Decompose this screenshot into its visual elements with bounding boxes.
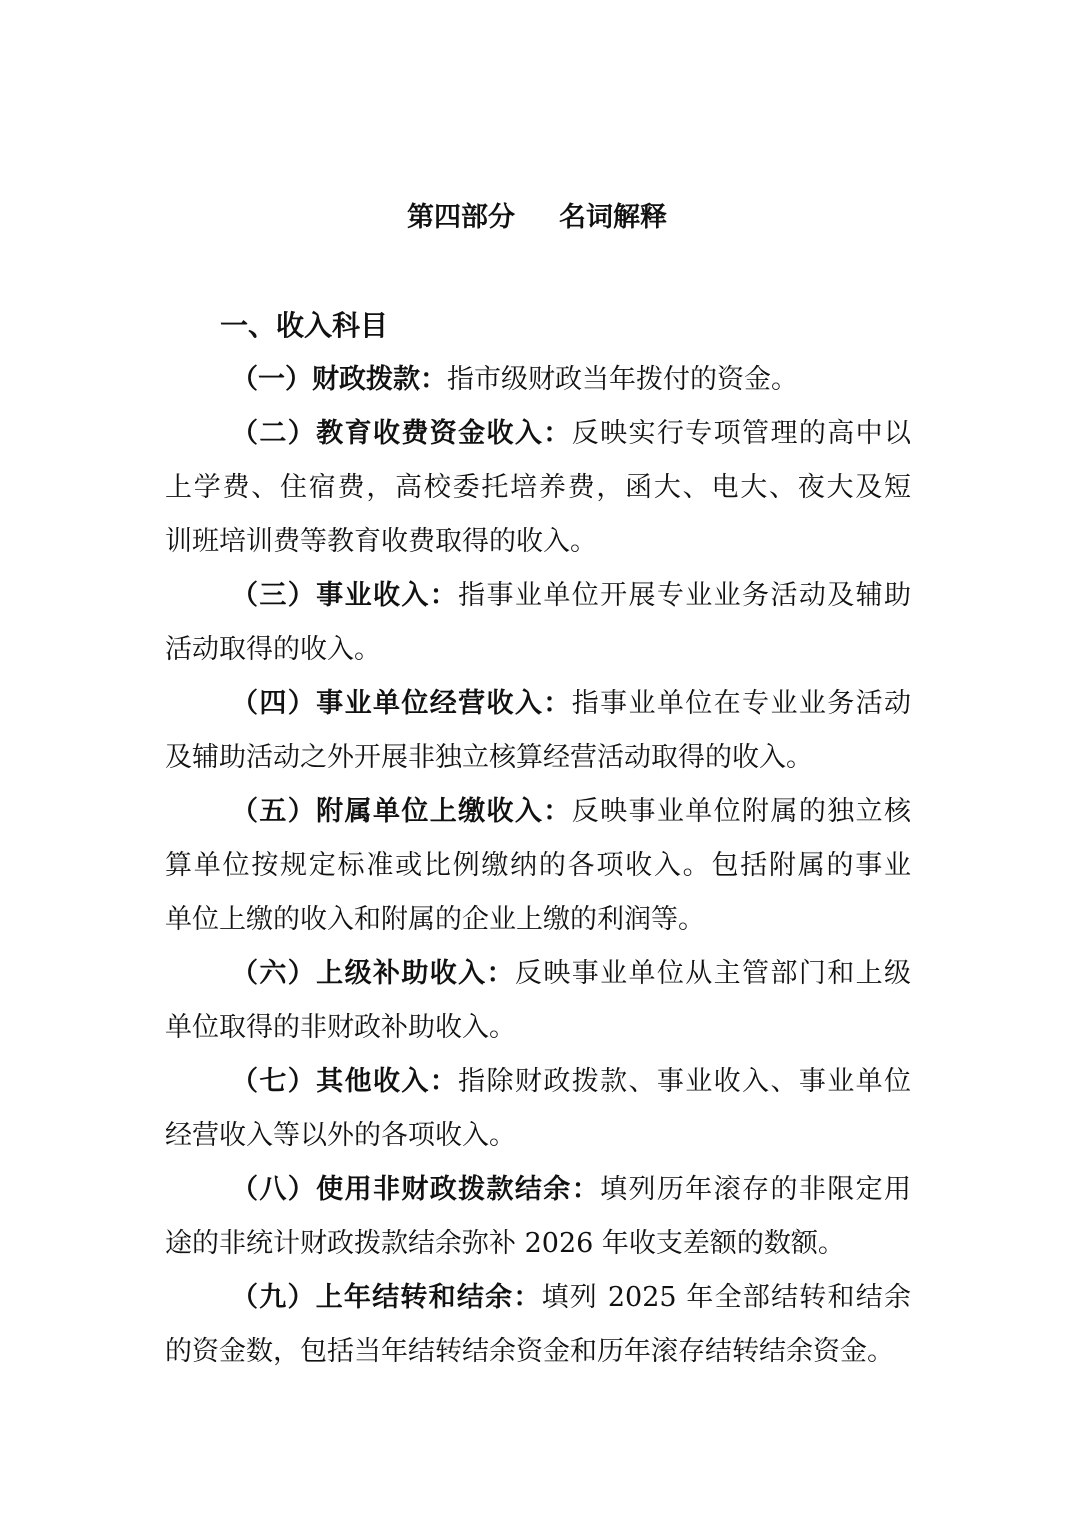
definition-text: 经营收入等以外的各项收入。 <box>165 1120 516 1151</box>
definition-term: （二）教育收费资金收入： <box>231 418 572 449</box>
definition-line <box>165 1217 911 1271</box>
definition-line <box>165 623 911 677</box>
definition-line <box>165 947 911 1001</box>
definition-item <box>165 1055 911 1163</box>
definition-text: 反映事业单位附属的独立核 <box>571 796 912 827</box>
section-heading: 一、收入科目 <box>220 309 389 342</box>
definition-line <box>165 1109 911 1163</box>
definition-item <box>165 1163 911 1271</box>
definition-item <box>165 353 911 407</box>
definition-item <box>165 785 911 947</box>
definition-line <box>165 1001 911 1055</box>
definition-line <box>165 1271 911 1325</box>
definition-line <box>165 407 911 461</box>
definition-text: 的资金数，包括当年结转结余资金和历年滚存结转结余资金。 <box>165 1336 894 1367</box>
definition-text: 指市级财政当年拨付的资金。 <box>447 364 798 395</box>
definition-line <box>165 1163 911 1217</box>
definition-line <box>165 353 911 407</box>
definition-line <box>165 893 911 947</box>
definition-term: （四）事业单位经营收入： <box>231 688 572 719</box>
definition-line <box>165 785 911 839</box>
definition-text: 指事业单位开展专业业务活动及辅助 <box>458 580 912 611</box>
definition-term: （五）附属单位上缴收入： <box>231 796 572 827</box>
definition-text: 途的非统计财政拨款结余弥补 2026 年收支差额的数额。 <box>165 1228 845 1259</box>
definition-text: 及辅助活动之外开展非独立核算经营活动取得的收入。 <box>165 742 813 773</box>
definition-text: 活动取得的收入。 <box>165 634 381 665</box>
definition-item <box>165 407 911 569</box>
definition-text: 指事业单位在专业业务活动 <box>571 688 912 719</box>
page-title <box>0 196 1074 240</box>
definition-text: 单位上缴的收入和附属的企业上缴的利润等。 <box>165 904 705 935</box>
definition-line <box>165 1055 911 1109</box>
definition-item <box>165 1271 911 1379</box>
definition-line <box>165 461 911 515</box>
definition-line <box>165 1325 931 1379</box>
definition-line <box>165 515 911 569</box>
definition-text: 指除财政拨款、事业收入、事业单位 <box>458 1066 912 1097</box>
definition-term: （三）事业收入： <box>231 580 459 611</box>
definitions-list <box>165 353 911 1379</box>
definition-term: （七）其他收入： <box>231 1066 459 1097</box>
definition-line <box>165 731 911 785</box>
definition-line <box>165 839 911 893</box>
definition-term: （六）上级补助收入： <box>231 958 515 989</box>
definition-text: 训班培训费等教育收费取得的收入。 <box>165 526 597 557</box>
definition-text: 上学费、住宿费，高校委托培养费，函大、电大、夜大及短 <box>165 472 911 503</box>
definition-text: 填列 2025 年全部结转和结余 <box>541 1282 911 1313</box>
definition-text: 算单位按规定标准或比例缴纳的各项收入。包括附属的事业 <box>165 850 911 881</box>
definition-text: 填列历年滚存的非限定用 <box>600 1174 912 1205</box>
definition-line <box>165 677 911 731</box>
title-name: 名词解释 <box>559 202 667 233</box>
definition-text: 反映实行专项管理的高中以 <box>571 418 912 449</box>
definition-term: （八）使用非财政拨款结余： <box>231 1174 601 1205</box>
definition-item <box>165 569 911 677</box>
definition-text: 反映事业单位从主管部门和上级 <box>514 958 912 989</box>
definition-item <box>165 947 911 1055</box>
definition-item <box>165 677 911 785</box>
definition-text: 单位取得的非财政补助收入。 <box>165 1012 516 1043</box>
title-part: 第四部分 <box>407 202 515 233</box>
definition-term: （一）财政拨款： <box>231 364 447 395</box>
definition-line <box>165 569 911 623</box>
definition-term: （九）上年结转和结余： <box>231 1282 542 1313</box>
